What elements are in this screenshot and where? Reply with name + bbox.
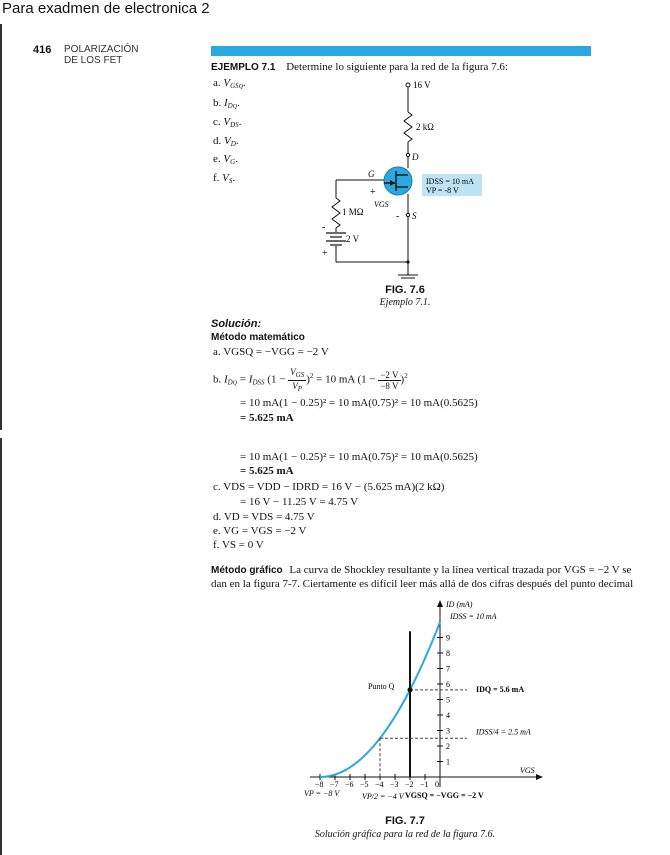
battery-minus: - (322, 222, 326, 233)
section-header (64, 44, 138, 66)
minus-sign-s: - (396, 211, 400, 222)
sol-b-eq: = 10 mA(1 − 0.25)² = 10 mA(0.75)² = 10 mA(0.5625) (240, 397, 478, 409)
x-tick-label: −6 (345, 780, 354, 789)
graphic-method-title: Método gráfico (211, 565, 283, 576)
x-tick-label: −5 (360, 780, 369, 789)
y-tick-label: 9 (446, 633, 450, 643)
graphic-method-line1 (211, 563, 631, 578)
example-items (213, 76, 246, 189)
q-point-marker (408, 687, 413, 692)
vp-label: VP = -8 V (426, 186, 459, 195)
sol-d: d. VD = VDS = 4.75 V (213, 511, 315, 523)
sol-c-line1: c. VDS = VDD − IDRD = 16 V − (5.625 mA)(2 kΩ) (213, 481, 445, 493)
panel-gap (0, 430, 670, 438)
y-tick-label: 7 (446, 664, 450, 674)
x-tick-label: −3 (390, 780, 399, 789)
x-tick-label: 0 (435, 780, 439, 789)
vgg-label: 2 V (346, 234, 360, 244)
y-axis-arrow (437, 600, 443, 607)
ann-vp: VP = −8 V (304, 789, 340, 798)
circuit-diagram (300, 80, 520, 280)
shockley-chart (300, 595, 550, 810)
vgs-label: VGS (374, 200, 389, 209)
sol-c-text: VDS = VDD − IDRD = 16 V − (5.625 mA)(2 kΩ) (223, 481, 445, 493)
chart-ylabel: ID (mA) (446, 600, 473, 609)
node-s-label: S (412, 211, 417, 221)
ann-q-point: Punto Q (368, 681, 395, 691)
sol-b-eq-repeat: = 10 mA(1 − 0.25)² = 10 mA(0.75)² = 10 mA(0.5625) (240, 451, 478, 463)
rd-label: 2 kΩ (416, 122, 434, 132)
y-tick-label: 4 (446, 711, 450, 720)
sol-e-text: VG = VGS = −2 V (223, 525, 307, 537)
sol-d-text: VD = VDS = 4.75 V (223, 511, 315, 523)
item-e: e. $V_G$. (213, 153, 238, 166)
sol-f: f. VS = 0 V (213, 539, 264, 551)
section-line-1: POLARIZACIÓN (64, 44, 139, 55)
plus-sign-g: + (370, 187, 376, 198)
example-heading (211, 60, 508, 75)
ann-idq: IDQ = 5.6 mA (476, 684, 525, 694)
item-d: d. $V_D$. (213, 134, 239, 148)
idss-label: IDSS = 10 mA (426, 177, 474, 186)
x-tick-label: −1 (420, 780, 429, 789)
solution-title: Solución: (211, 318, 262, 330)
node-d-label: D (412, 152, 419, 162)
example-prompt: Determine lo siguiente para la red de la figura 7.6: (286, 61, 508, 73)
fig76-label: FIG. 7.6 (385, 284, 425, 296)
rg-label: 1 MΩ (342, 207, 364, 217)
vdd-label: 16 V (413, 80, 431, 90)
y-tick-label: 3 (446, 726, 450, 736)
chart-xlabel: VGS (520, 766, 535, 775)
sol-b-formula: b. $I_{DQ} = I_{DSS}$ (1 − $\frac{V_{GS}}{V_P}$ )$^2$ = 10 mA (1 − $\frac{-2 V}{-8 V}$ )$^2$ (213, 366, 408, 393)
x-tick-label: −4 (375, 780, 384, 789)
fig77-caption: Solución gráfica para la red de la figura 7.6. (314, 829, 496, 840)
sol-b-result-repeat: = 5.625 mA (240, 465, 294, 477)
y-tick-label: 1 (446, 757, 450, 767)
sol-a: a. VGSQ = −VGG = −2 V (213, 346, 329, 358)
item-b: b. $I_{DQ}$. (213, 96, 240, 110)
example-label: EJEMPLO 7.1 (211, 62, 276, 73)
fig76-caption: Ejemplo 7.1. (379, 297, 431, 308)
x-tick-label: −8 (315, 780, 324, 789)
sol-c-line2: = 16 V − 11.25 V = 4.75 V (240, 496, 359, 508)
item-c: c. $V_{DS}$. (213, 116, 242, 129)
graphic-method-line2: dan en la figura 7-7. Ciertamente es difícil leer más allá de dos cifras después del punto decimal (211, 578, 634, 590)
battery-plus: + (322, 248, 328, 259)
sol-f-text: VS = 0 V (221, 539, 264, 551)
x-axis-arrow (536, 774, 543, 780)
x-tick-label: −7 (330, 780, 339, 789)
fig77-label: FIG. 7.7 (385, 815, 425, 827)
ann-vp2: VP/2 = −4 V (362, 792, 404, 801)
y-tick-label: 8 (446, 649, 450, 658)
graphic-text1: La curva de Shockley resultante y la línea vertical trazada por VGS = −2 V se (289, 564, 632, 576)
section-line-2: DE LOS FET (64, 55, 123, 66)
item-f: f. $V_S$. (213, 171, 236, 185)
item-a: a. $V_{GSQ}$. (213, 77, 246, 90)
method-math-title: Método matemático (211, 332, 305, 343)
node-g-label: G (368, 169, 375, 179)
y-tick-label: 6 (446, 680, 450, 689)
example-accent-bar (211, 46, 591, 56)
sol-e: e. VG = VGS = −2 V (213, 525, 307, 537)
y-tick-label: 2 (446, 742, 450, 751)
y-tick-label: 5 (446, 695, 450, 705)
ann-idss4: IDSS/4 = 2.5 mA (476, 727, 531, 737)
page-number: 416 (33, 44, 52, 56)
x-tick-label: −2 (405, 780, 414, 789)
ann-idss: IDSS = 10 mA (450, 612, 497, 621)
sol-b-result: = 5.625 mA (240, 412, 294, 424)
page-title: Para exadmen de electronica 2 (2, 0, 210, 17)
sol-a-text: VGSQ = −VGG = −2 V (223, 346, 329, 358)
ann-vgsq: VGSQ = −VGG = −2 V (405, 791, 484, 800)
